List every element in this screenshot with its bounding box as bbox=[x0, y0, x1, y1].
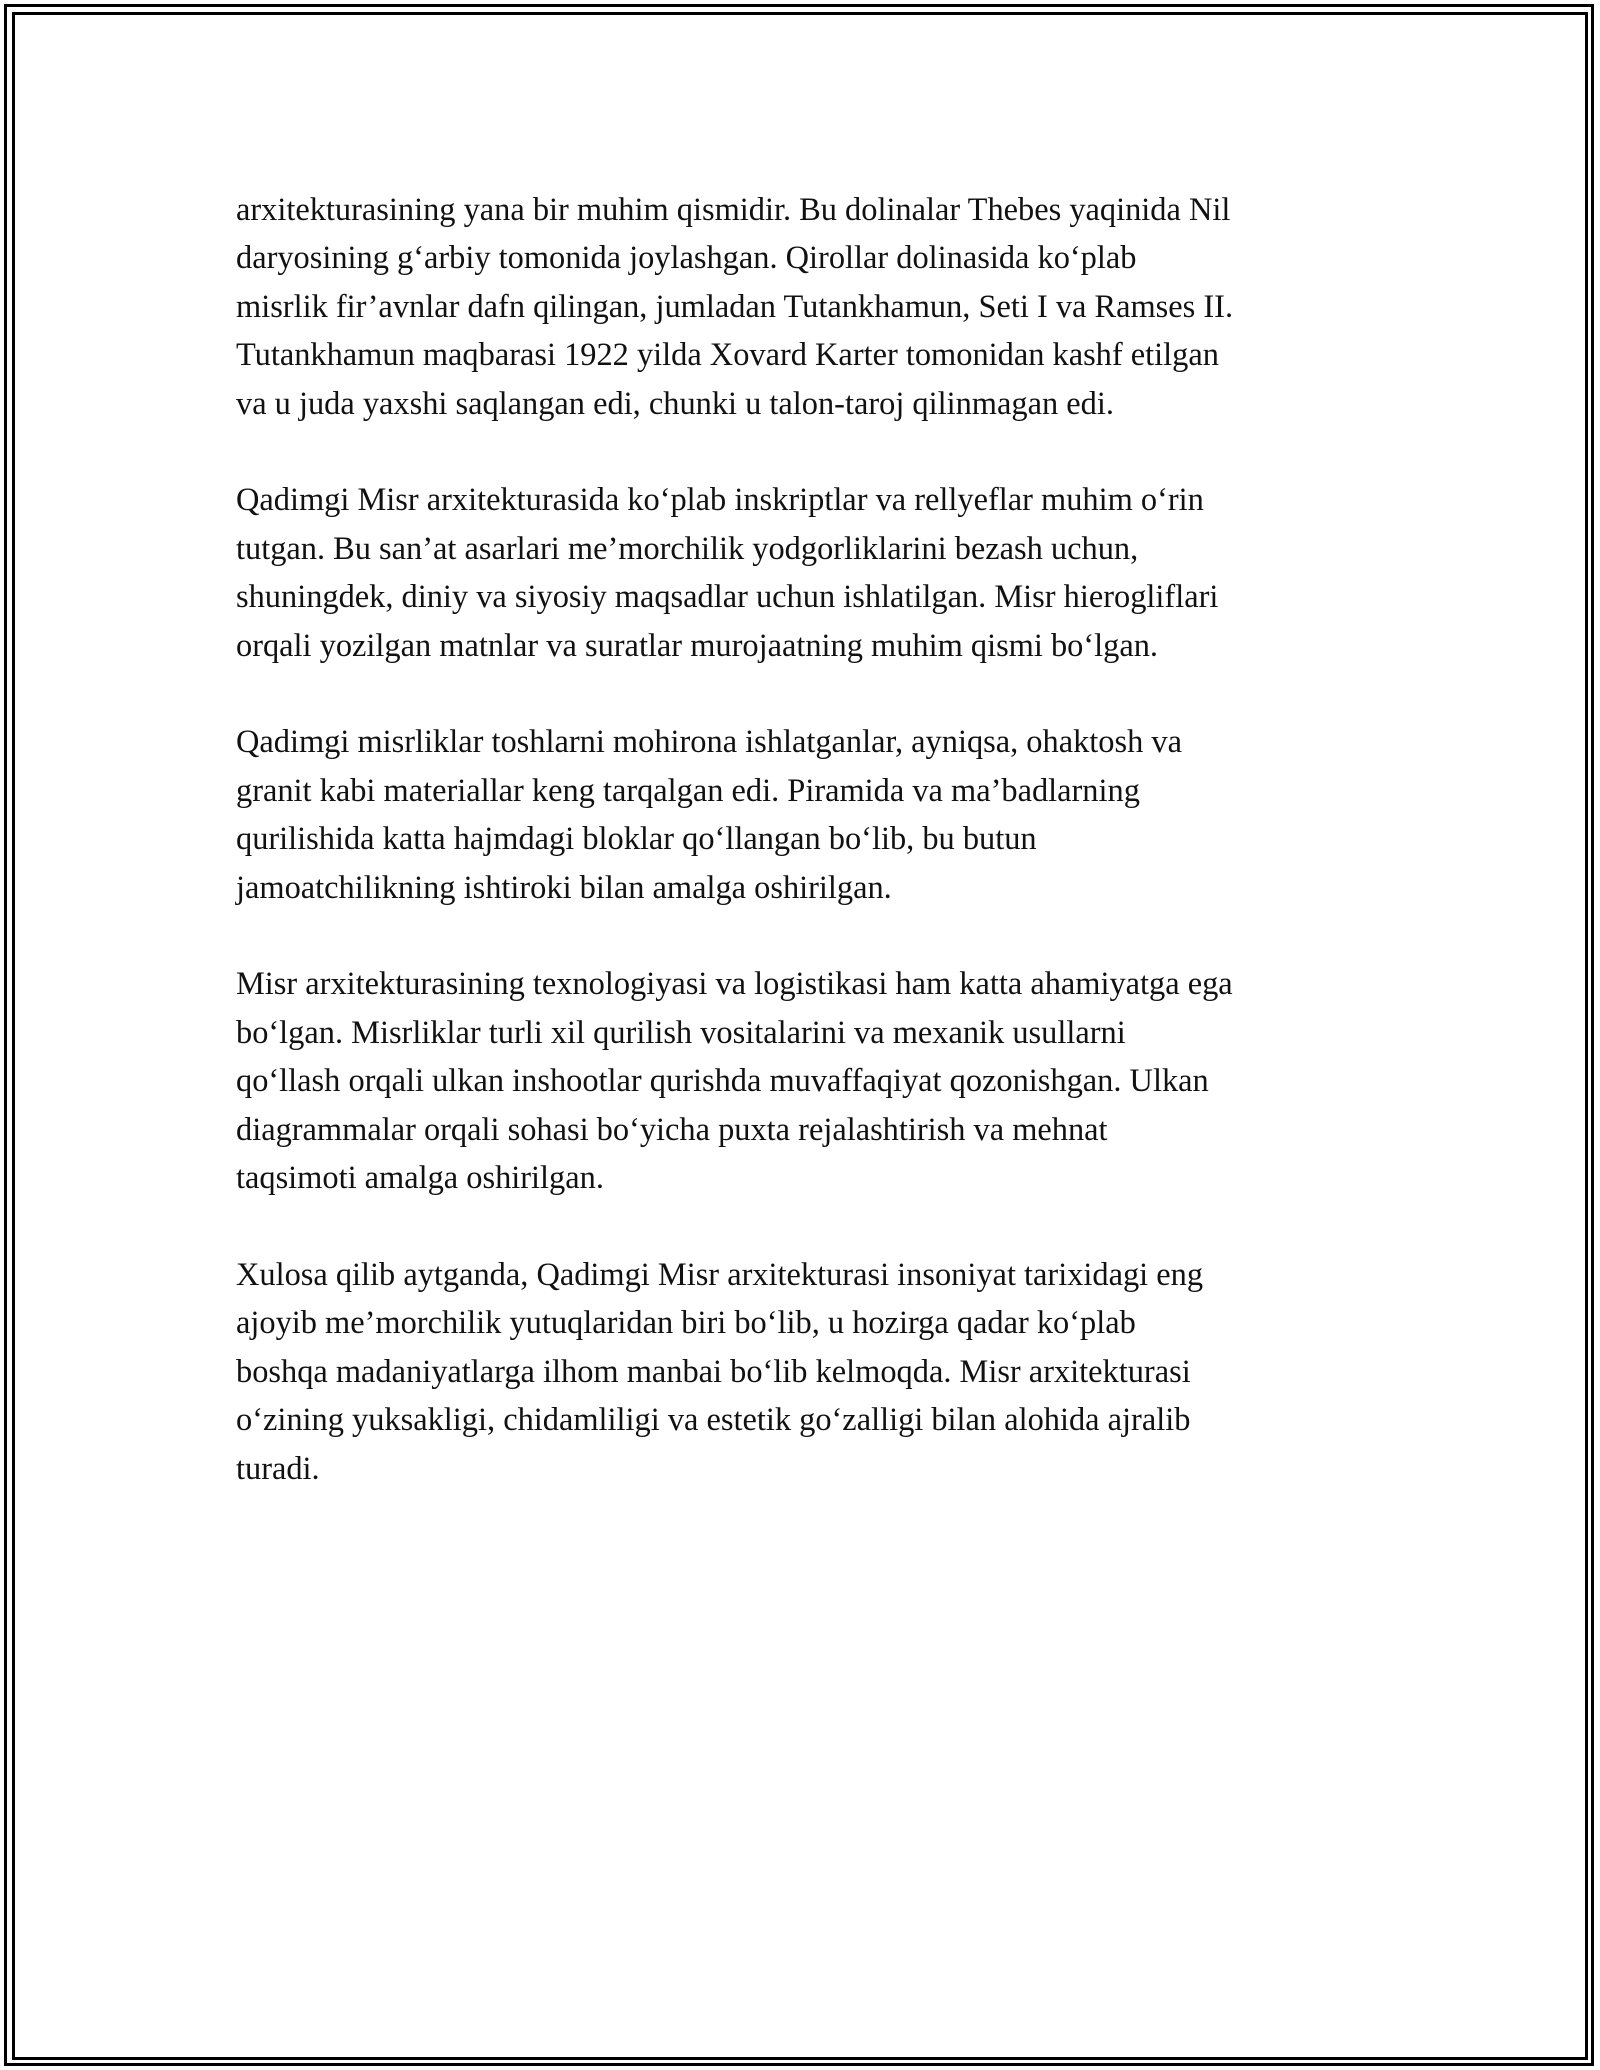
paragraph-1 bbox=[236, 186, 1376, 428]
text-line: va u juda yaxshi saqlangan edi, chunki u talon-taroj qilinmagan edi. bbox=[236, 385, 1114, 422]
text-line: jamoatchilikning ishtiroki bilan amalga oshirilgan. bbox=[236, 869, 892, 906]
text-line: orqali yozilgan matnlar va suratlar murojaatning muhim qismi bo‘lgan. bbox=[236, 627, 1159, 664]
text-line: qo‘llash orqali ulkan inshootlar qurishda muvaffaqiyat qozonishgan. Ulkan bbox=[236, 1063, 1209, 1100]
text-line: bo‘lgan. Misrliklar turli xil qurilish vositalarini va mexanik usullarni bbox=[236, 1014, 1126, 1051]
text-line: Xulosa qilib aytganda, Qadimgi Misr arxitekturasi insoniyat tarixidagi eng bbox=[236, 1256, 1204, 1293]
document-body bbox=[236, 186, 1376, 1541]
text-line: daryosining g‘arbiy tomonida joylashgan. Qirollar dolinasida ko‘plab bbox=[236, 240, 1137, 277]
text-line: qurilishida katta hajmdagi bloklar qo‘llangan bo‘lib, bu butun bbox=[236, 821, 1037, 858]
text-line: turadi. bbox=[236, 1450, 320, 1487]
paragraph-5 bbox=[236, 1251, 1376, 1493]
text-line: tutgan. Bu san’at asarlari me’morchilik yodgorliklarini bezash uchun, bbox=[236, 530, 1139, 567]
text-line: shuningdek, diniy va siyosiy maqsadlar uchun ishlatilgan. Misr hierogliflari bbox=[236, 579, 1219, 616]
text-line: ajoyib me’morchilik yutuqlaridan biri bo‘lib, u hozirga qadar ko‘plab bbox=[236, 1305, 1136, 1342]
text-line: Qadimgi misrliklar toshlarni mohirona ishlatganlar, ayniqsa, ohaktosh va bbox=[236, 724, 1182, 761]
text-line: misrlik fir’avnlar dafn qilingan, jumladan Tutankhamun, Seti I va Ramses II. bbox=[236, 288, 1234, 325]
paragraph-2 bbox=[236, 476, 1376, 670]
paragraph-4 bbox=[236, 960, 1376, 1202]
text-line: taqsimoti amalga oshirilgan. bbox=[236, 1160, 604, 1197]
text-line: arxitekturasining yana bir muhim qismidir. Bu dolinalar Thebes yaqinida Nil bbox=[236, 192, 1231, 228]
text-line: diagrammalar orqali sohasi bo‘yicha puxta rejalashtirish va mehnat bbox=[236, 1111, 1108, 1148]
paragraph-3 bbox=[236, 718, 1376, 912]
text-line: Qadimgi Misr arxitekturasida ko‘plab inskriptlar va rellyeflar muhim o‘rin bbox=[236, 482, 1204, 519]
text-line: granit kabi materiallar keng tarqalgan edi. Piramida va ma’badlarning bbox=[236, 772, 1140, 809]
text-line: boshqa madaniyatlarga ilhom manbai bo‘lib kelmoqda. Misr arxitekturasi bbox=[236, 1353, 1191, 1390]
text-line: o‘zining yuksakligi, chidamliligi va estetik go‘zalligi bilan alohida ajralib bbox=[236, 1402, 1191, 1439]
text-line: Misr arxitekturasining texnologiyasi va logistikasi ham katta ahamiyatga ega bbox=[236, 966, 1233, 1003]
text-line: Tutankhamun maqbarasi 1922 yilda Xovard Karter tomonidan kashf etilgan bbox=[236, 337, 1219, 374]
